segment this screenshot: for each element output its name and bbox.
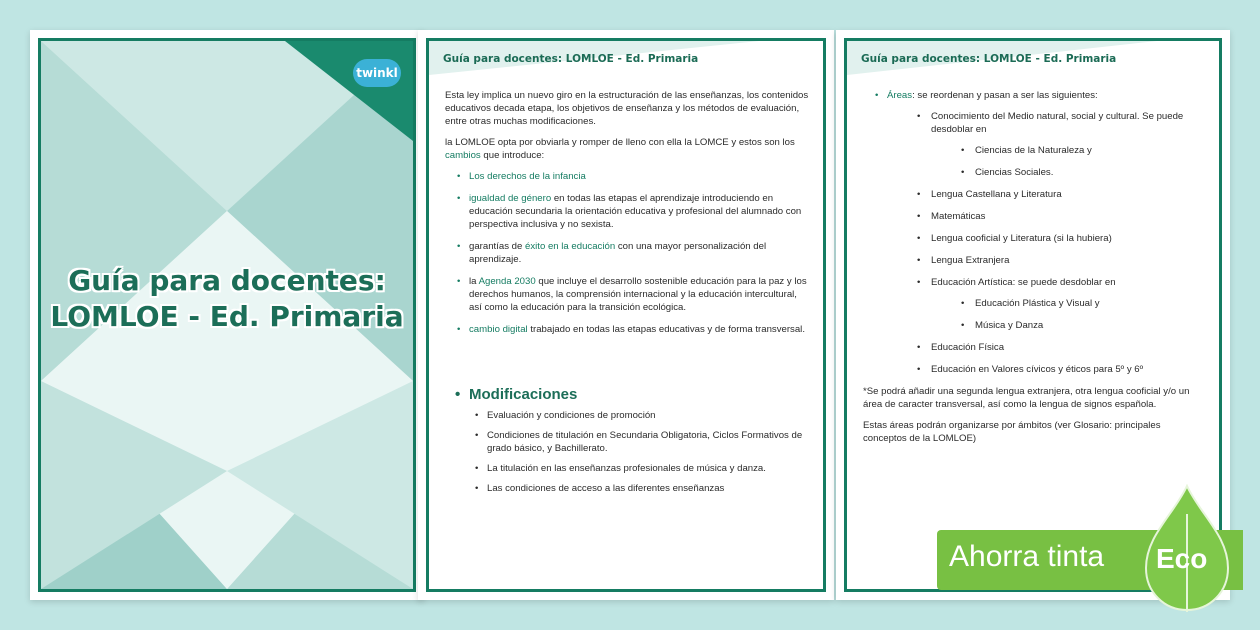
intro-paragraph: Esta ley implica un nuevo giro en la estructuración de las enseñanzas, los contenidos educativos decada etapa, los objetivos de enseñanza y los métodos de evaluación, entre otras muchas modificaciones. <box>445 90 809 127</box>
page3-header-band <box>847 41 1219 79</box>
page3-header: Guía para docentes: LOMLOE - Ed. Primaria <box>861 53 1117 65</box>
content-page-2 <box>418 30 834 600</box>
list-item: • Educación en Valores cívicos y éticos para 5º y 6º <box>887 363 1205 376</box>
bullet-success-text: con una mayor personalización del aprendizaje. <box>469 241 767 265</box>
bullet-success-hl: éxito en la educación <box>525 241 616 252</box>
area-medio: Conocimiento del Medio natural, social y cultural. Se puede desdoblar en <box>931 111 1184 135</box>
changes-paragraph <box>445 136 809 162</box>
changes-text-c: que introduce: <box>480 150 545 161</box>
eco-label: Eco <box>1156 543 1208 574</box>
list-item <box>445 275 809 314</box>
page2-header: Guía para docentes: LOMLOE - Ed. Primaria <box>443 53 699 65</box>
list-item: • Lengua Extranjera <box>887 254 1205 267</box>
list-item: • Música y Danza <box>931 319 1205 332</box>
eco-text: Ahorra tinta <box>949 540 1105 573</box>
bullet-success-a: garantías de <box>469 241 526 252</box>
list-item: • Ciencias de la Naturaleza y <box>931 144 1205 157</box>
cover-title <box>41 263 413 335</box>
list-item: • Lengua Castellana y Literatura <box>887 188 1205 201</box>
bullet-agenda-hl: Agenda 2030 <box>478 276 536 287</box>
bullet-gender-text: en todas las etapas el aprendizaje introduciendo en educación secundaria la orientación educativa y profesional del alumnado con perspectiva inclusiva y no sexista. <box>469 193 802 230</box>
page3-content <box>863 89 1205 453</box>
list-item: • Evaluación y condiciones de promoción <box>445 409 809 422</box>
list-item: • Educación Plástica y Visual y <box>931 297 1205 310</box>
list-item: • Educación Física <box>887 341 1205 354</box>
cover-frame <box>38 38 416 592</box>
areas-label: Áreas <box>887 90 913 101</box>
page2-header-band <box>429 41 823 79</box>
areas-sublist <box>887 110 1205 376</box>
list-item <box>445 323 809 336</box>
page2-content <box>445 89 809 502</box>
list-item: • Matemáticas <box>887 210 1205 223</box>
list-item <box>863 89 1205 376</box>
artistica-sublist <box>931 297 1205 332</box>
list-item <box>445 170 809 183</box>
list-item <box>445 192 809 231</box>
cover-page <box>30 30 424 600</box>
bullet-digital-text: trabajado en todas las etapas educativas y de forma transversal. <box>527 324 805 335</box>
list-item: • Ciencias Sociales. <box>931 166 1205 179</box>
list-item <box>887 276 1205 332</box>
list-item: • Las condiciones de acceso a las diferentes enseñanzas <box>445 482 809 495</box>
list-item <box>445 240 809 266</box>
note-second-language: *Se podrá añadir una segunda lengua extranjera, otra lengua cooficial y/o un área de caracter transversal, así como la lengua de signos española. <box>863 386 1190 410</box>
bullet-digital-hl: cambio digital <box>469 324 528 335</box>
medio-sublist <box>931 144 1205 179</box>
list-item: • Condiciones de titulación en Secundaria Obligatoria, Ciclos Formativos de grado básico, y Bachillerato. <box>445 429 809 455</box>
bullet-agenda-text: que incluye el desarrollo sostenible educación para la paz y los derechos humanos, la comprensión internacional y la educación intercultural, así como la educación para la transición ecológica. <box>469 276 807 313</box>
cover-title-line2: LOMLOE - Ed. Primaria <box>50 300 404 333</box>
areas-list <box>863 89 1205 376</box>
list-item: • Lengua cooficial y Literatura (si la hubiera) <box>887 232 1205 245</box>
bullet-agenda-a: la <box>469 276 479 287</box>
areas-intro: : se reordenan y pasan a ser las siguientes: <box>912 90 1098 101</box>
note-ambitos: Estas áreas podrán organizarse por ámbitos (ver Glosario: principales conceptos de la LOMLOE) <box>863 420 1161 444</box>
changes-highlight: cambios <box>445 150 481 161</box>
cover-title-line1: Guía para docentes: <box>68 264 386 297</box>
twinkl-logo: twinkl <box>353 59 401 87</box>
changes-list <box>445 170 809 336</box>
bullet-rights: Los derechos de la infancia <box>469 171 586 182</box>
page2-frame <box>426 38 826 592</box>
area-artistica: Educación Artística: se puede desdoblar en <box>931 277 1116 288</box>
list-item <box>887 110 1205 179</box>
list-item: • La titulación en las enseñanzas profesionales de música y danza. <box>445 462 809 475</box>
modifications-list <box>445 409 809 495</box>
changes-text-a: la LOMLOE opta por obviarla y romper de lleno con ella la LOMCE y estos son los <box>445 137 795 148</box>
bullet-gender-hl: igualdad de género <box>469 193 552 204</box>
modifications-title: • Modificaciones <box>455 388 809 401</box>
